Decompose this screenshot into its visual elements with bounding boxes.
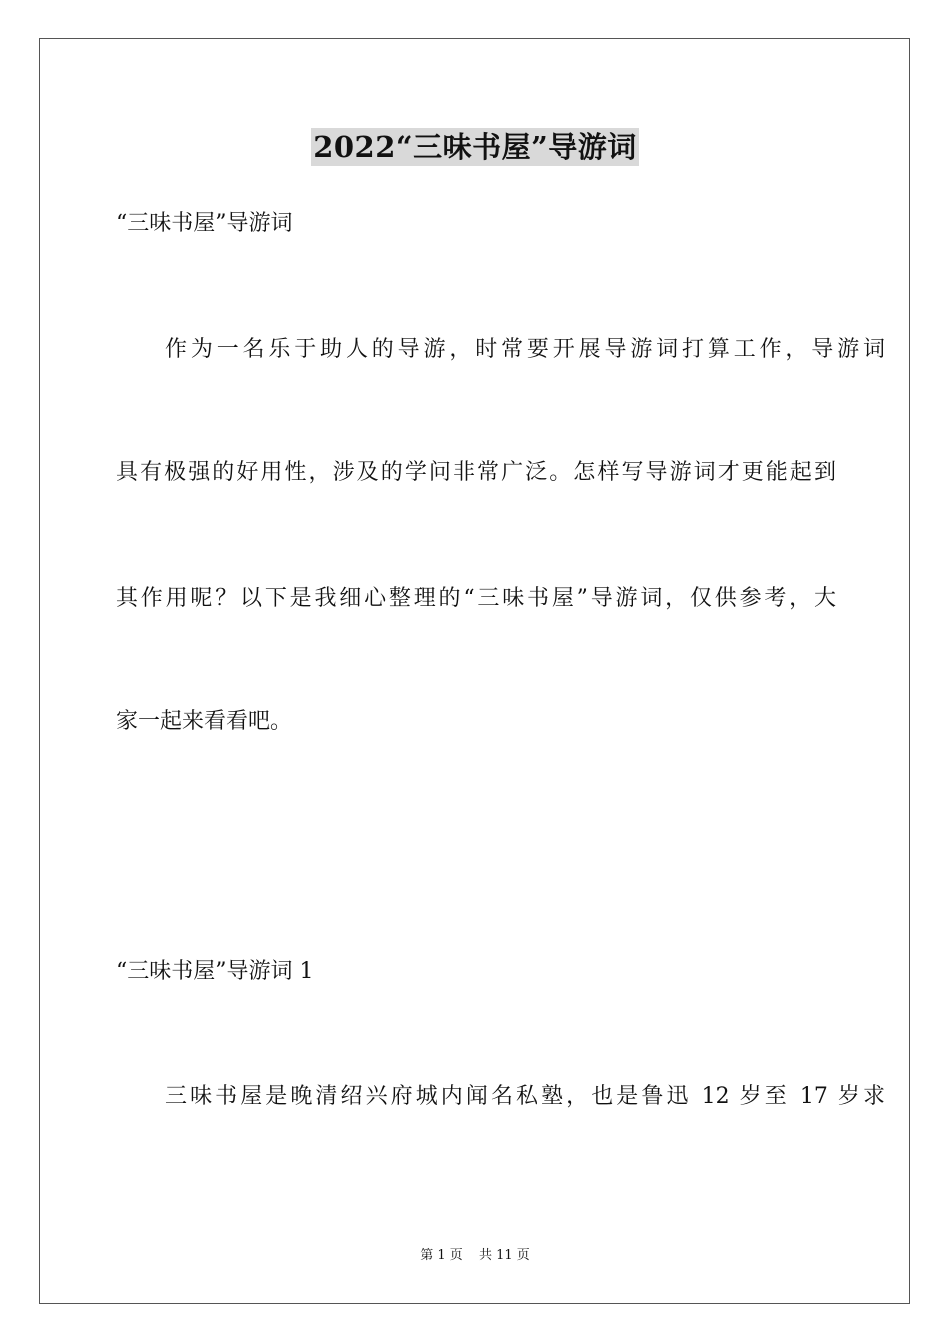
intro-line-3: 其作用呢？以下是我细心整理的“三味书屋”导游词，仅供参考，大 [116, 586, 836, 611]
intro-line-2: 具有极强的好用性，涉及的学问非常广泛。怎样写导游词才更能起到 [116, 460, 836, 485]
section-first-line: 三味书屋是晚清绍兴府城内闻名私塾，也是鲁迅 12 岁至 17 岁求 [165, 1084, 885, 1109]
page-number: 第 1 页 [420, 1248, 463, 1263]
intro-line-1: 作为一名乐于助人的导游，时常要开展导游词打算工作，导游词 [165, 337, 885, 362]
intro-line-4: 家一起来看看吧。 [116, 709, 293, 734]
page-footer [0, 1247, 950, 1265]
document-subtitle: “三味书屋”导游词 [116, 211, 293, 236]
page-total: 共 11 页 [478, 1248, 530, 1263]
section-heading: “三味书屋”导游词 1 [116, 959, 314, 984]
document-title: 2022“三味书屋”导游词 [313, 130, 637, 164]
title-container [0, 128, 950, 166]
